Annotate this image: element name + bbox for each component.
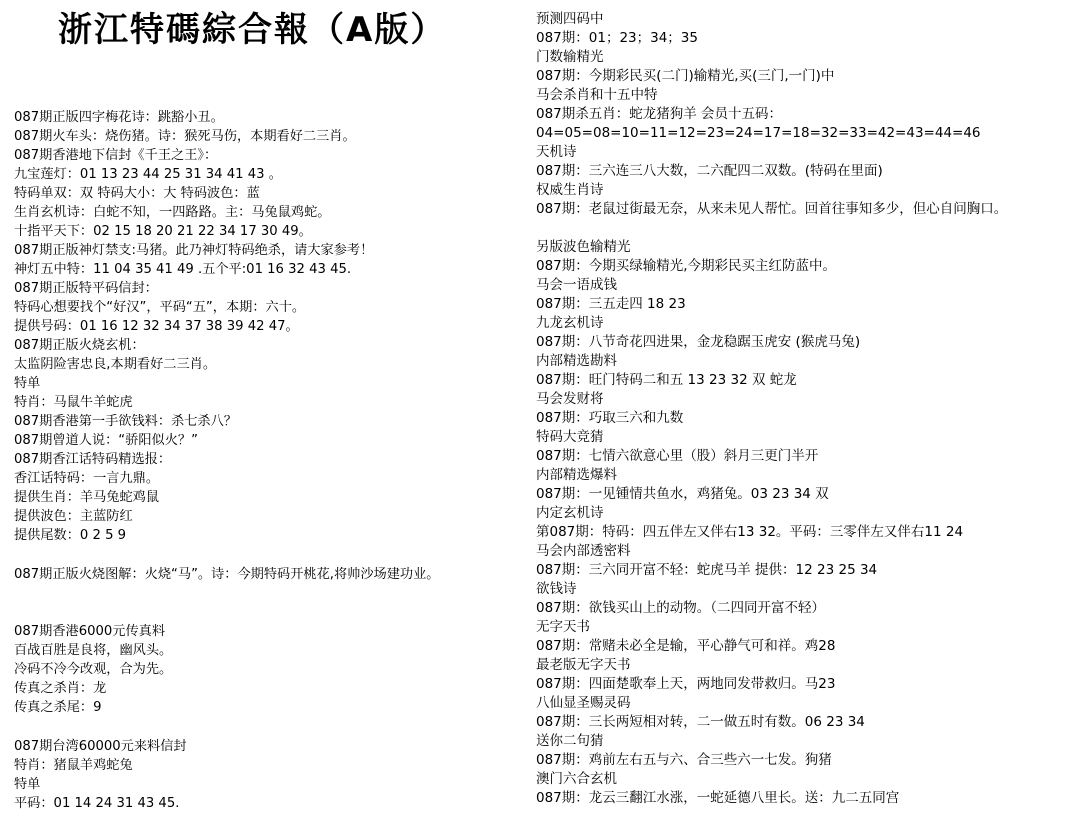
text-line: 马会一语成钱 — [536, 277, 617, 293]
text-line: 087期：三六连三八大数，二六配四二双数。(特码在里面) — [536, 163, 883, 179]
text-line: 087期：一见锺情共鱼水，鸡猪兔。03 23 34 双 — [536, 486, 829, 502]
text-line: 传真之杀尾：9 — [14, 700, 102, 715]
text-line: 八仙显圣赐灵码 — [536, 695, 631, 711]
text-line: 香江话特码：一言九鼎。 — [14, 471, 160, 486]
text-line: 特单 — [14, 376, 41, 391]
text-line: 087期：四面楚歌奉上天，两地同发带救归。马23 — [536, 676, 836, 692]
text-line: 另版波色输精光 — [536, 239, 631, 255]
text-line: 087期香港第一手欲钱料：杀七杀八？ — [14, 414, 237, 429]
text-line: 无字天书 — [536, 619, 590, 635]
text-line: 087期曾道人说：“骄阳似火？” — [14, 433, 198, 448]
text-line: 087期：巧取三六和九数 — [536, 410, 684, 426]
text-line: 第087期：特码：四五伴左又伴右13 32。平码：三零伴左又伴右11 24 — [536, 524, 964, 540]
page-title: 浙江特碼綜合報（A版） — [58, 10, 447, 50]
text-line: 04=05=08=10=11=12=23=24=17=18=32=33=42=43=44=46 — [536, 125, 981, 141]
text-line: 087期正版火烧图解：火烧“马”。诗：今期特码开桃花,将帅沙场建功业。 — [14, 567, 440, 582]
text-line: 送你二句猜 — [536, 733, 604, 749]
text-line: 内部精选爆料 — [536, 467, 617, 483]
text-line: 九龙玄机诗 — [536, 315, 604, 331]
text-line: 最老版无字天书 — [536, 657, 631, 673]
text-line: 087期：01；23；34；35 — [536, 30, 698, 46]
text-line: 087期：三六同开富不轻：蛇虎马羊 提供：12 23 25 34 — [536, 562, 878, 578]
text-line: 087期香港地下信封《千王之王》： — [14, 148, 218, 163]
text-line: 087期：龙云三翻江水涨，一蛇延德八里长。送：九二五同宫 — [536, 790, 900, 806]
text-line: 特码心想要找个“好汉”，平码“五”，本期：六十。 — [14, 300, 306, 315]
text-line: 087期：三五走四 18 23 — [536, 296, 686, 312]
text-line: 087期：七情六欲意心里（股）斜月三更门半开 — [536, 448, 819, 464]
text-line: 太监阴险害忠良,本期看好二三肖。 — [14, 357, 217, 372]
text-line: 087期：旺门特码二和五 13 23 32 双 蛇龙 — [536, 372, 797, 388]
text-line: 神灯五中特：11 04 35 41 49 .五个平:01 16 32 43 45. — [14, 262, 352, 277]
text-line: 087期：常赌未必全是输，平心静气可和祥。鸡28 — [536, 638, 836, 654]
text-line: 平码：01 14 24 31 43 45. — [14, 796, 180, 811]
text-line: 特单 — [14, 777, 41, 792]
text-line: 087期正版火烧玄机： — [14, 338, 145, 353]
text-line: 087期香江话特码精选报： — [14, 452, 172, 467]
text-line: 马会内部透密料 — [536, 543, 631, 559]
text-line: 087期正版特平码信封： — [14, 281, 158, 296]
text-line: 087期：老鼠过街最无奈，从来未见人帮忙。回首往事知多少，但心自问胸口。 — [536, 201, 1008, 217]
text-line: 提供尾数：0 2 5 9 — [14, 528, 127, 543]
text-line: 087期：鸡前左右五与六、合三些六一七发。狗猪 — [536, 752, 832, 768]
text-line: 马会杀肖和十五中特 — [536, 87, 658, 103]
text-line: 门数输精光 — [536, 49, 604, 65]
text-line: 087期：欲钱买山上的动物。（二四同开富不轻） — [536, 600, 826, 616]
text-line: 九宝莲灯：01 13 23 44 25 31 34 41 43 。 — [14, 167, 282, 182]
text-line: 预测四码中 — [536, 11, 604, 27]
text-line: 权威生肖诗 — [536, 182, 604, 198]
text-line: 087期台湾60000元来料信封 — [14, 739, 187, 754]
text-line: 内部精选勘料 — [536, 353, 617, 369]
text-line: 087期：三长两短相对转，二一做五时有数。06 23 34 — [536, 714, 865, 730]
text-line: 087期香港6000元传真料 — [14, 624, 166, 639]
text-line: 冷码不冷今改观，合为先。 — [14, 662, 173, 677]
text-line: 天机诗 — [536, 144, 577, 160]
text-line: 提供生肖：羊马兔蛇鸡鼠 — [14, 490, 160, 505]
text-line: 欲钱诗 — [536, 581, 577, 597]
text-line: 087期正版四字梅花诗：跳豁小丑。 — [14, 110, 224, 125]
text-line: 087期正版神灯禁支:马猪。此乃神灯特码绝杀，请大家参考！ — [14, 243, 374, 258]
text-line: 087期火车头：烧伤猪。诗：猴死马伤，本期看好二三肖。 — [14, 129, 356, 144]
text-line: 百战百胜是良将，幽风头。 — [14, 643, 173, 658]
text-line: 087期：八节奇花四进果，金龙稳踞玉虎安 (猴虎马兔) — [536, 334, 861, 350]
text-line: 087期：今期买绿输精光,今期彩民买主红防蓝中。 — [536, 258, 837, 274]
text-line: 087期杀五肖：蛇龙猪狗羊 会员十五码： — [536, 106, 783, 122]
text-line: 特码大竞猜 — [536, 429, 604, 445]
text-line: 十指平天下：02 15 18 20 21 22 34 17 30 49。 — [14, 224, 312, 239]
text-line: 传真之杀肖：龙 — [14, 681, 107, 696]
text-line: 特码单双：双 特码大小：大 特码波色：蓝 — [14, 186, 260, 201]
text-line: 马会发财将 — [536, 391, 604, 407]
text-line: 内定玄机诗 — [536, 505, 604, 521]
text-line: 提供波色：主蓝防红 — [14, 509, 133, 524]
text-line: 特肖：猪鼠羊鸡蛇兔 — [14, 758, 133, 773]
text-line: 提供号码：01 16 12 32 34 37 38 39 42 47。 — [14, 319, 299, 334]
text-line: 生肖玄机诗：白蛇不知，一四路路。主：马兔鼠鸡蛇。 — [14, 205, 331, 220]
text-line: 澳门六合玄机 — [536, 771, 617, 787]
text-line: 特肖：马鼠牛羊蛇虎 — [14, 395, 133, 410]
text-line: 087期：今期彩民买(二门)输精光,买(三门,一门)中 — [536, 68, 835, 84]
